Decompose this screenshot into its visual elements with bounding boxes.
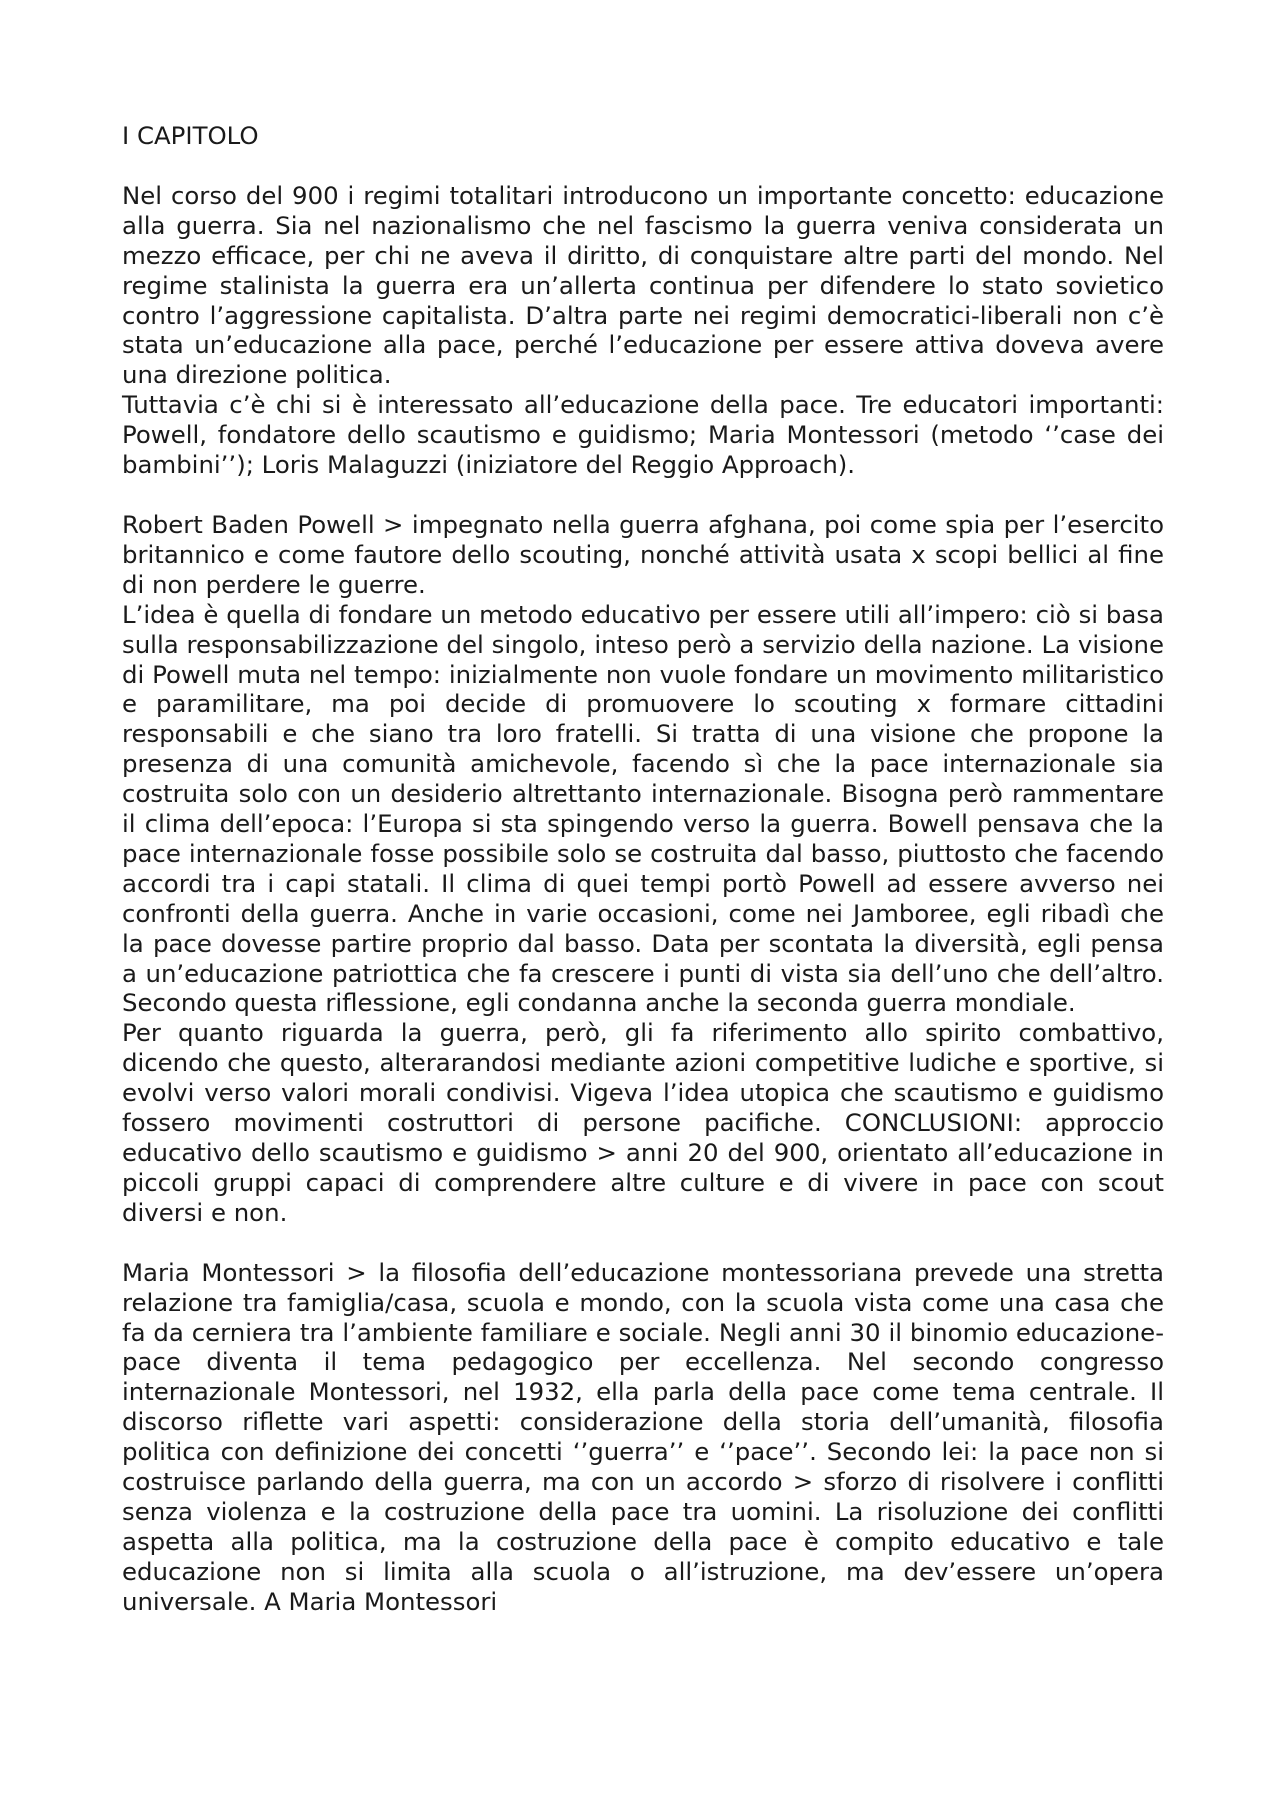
paragraph-powell-method: L’idea è quella di fondare un metodo educativo per essere utili all’impero: ciò si basa sulla responsabilizzazione del singolo, inteso però a servizio della nazione. La visione di Powell muta nel tempo: inizialmente non vuole fondare un movimento militaristico e paramilitare, ma poi decide di promuovere lo scouting x formare cittadini responsabili e che siano tra loro fratelli. Si tratta di una visione che propone la presenza di una comunità amichevole, facendo sì che la pace internazionale sia costruita solo con un desiderio altrettanto internazionale. Bisogna però rammentare il clima dell’epoca: l’Europa si sta spingendo verso la guerra. Bowell pensava che la pace internazionale fosse possibile solo se costruita dal basso, piuttosto che facendo accordi tra i capi statali. Il clima di quei tempi portò Powell ad essere avverso nei confronti della guerra. Anche in varie occasioni, come nei Jamboree, egli ribadì che la pace dovesse partire proprio dal basso. Data per scontata la diversità, egli pensa a un’educazione patriottica che fa crescere i punti di vista sia dell’uno che dell’altro. Secondo questa riflessione, egli condanna anche la seconda guerra mondiale. [122,599,1164,1018]
paragraph-intro: Nel corso del 900 i regimi totalitari introducono un importante concetto: educazione alla guerra. Sia nel nazionalismo che nel fascismo la guerra veniva considerata un mezzo efficace, per chi ne aveva il diritto, di conquistare altre parti del mondo. Nel regime stalinista la guerra era un’allerta continua per difendere lo stato sovietico contro l’aggressione capitalista. D’altra parte nei regimi democratici-liberali non c’è stata un’educazione alla pace, perché l’educazione per essere attiva doveva avere una direzione politica. [122,180,1164,390]
paragraph-gap [122,1228,1164,1258]
paragraph-montessori: Maria Montessori > la filosofia dell’educazione montessoriana prevede una stretta relazione tra famiglia/casa, scuola e mondo, con la scuola vista come una casa che fa da cerniera tra l’ambiente familiare e sociale. Negli anni 30 il binomio educazione-pace diventa il tema pedagogico per eccellenza. Nel secondo congresso internazionale Montessori, nel 1932, ella parla della pace come tema centrale. Il discorso riflette vari aspetti: considerazione della storia dell’umanità, filosofia politica con definizione dei concetti ‘’guerra’’ e ‘’pace’’. Secondo lei: la pace non si costruisce parlando della guerra, ma con un accordo > sforzo di risolvere i conflitti senza violenza e la costruzione della pace tra uomini. La risoluzione dei conflitti aspetta alla politica, ma la costruzione della pace è compito educativo e tale educazione non si limita alla scuola o all’istruzione, ma dev’essere un’opera universale. A Maria Montessori [122,1257,1164,1616]
paragraph-powell-conclusion: Per quanto riguarda la guerra, però, gli fa riferimento allo spirito combattivo, dicendo che questo, alterarandosi mediante azioni competitive ludiche e sportive, si evolvi verso valori morali condivisi. Vigeva l’idea utopica che scautismo e guidismo fossero movimenti costruttori di persone pacifiche. CONCLUSIONI: approccio educativo dello scautismo e guidismo > anni 20 del 900, orientato all’educazione in piccoli gruppi capaci di comprendere altre culture e di vivere in pace con scout diversi e non. [122,1018,1164,1227]
paragraph-powell-intro: Robert Baden Powell > impegnato nella guerra afghana, poi come spia per l’esercito britannico e come fautore dello scouting, nonché attività usata x scopi bellici al fine di non perdere le guerre. [122,509,1164,599]
paragraph-gap [122,480,1164,510]
chapter-heading: I CAPITOLO [122,121,259,150]
document-page [122,121,1164,1617]
paragraph-educators: Tuttavia c’è chi si è interessato all’educazione della pace. Tre educatori importanti: Powell, fondatore dello scautismo e guidismo; Maria Montessori (metodo ‘’case dei bambini’’); Loris Malaguzzi (iniziatore del Reggio Approach). [122,390,1164,480]
